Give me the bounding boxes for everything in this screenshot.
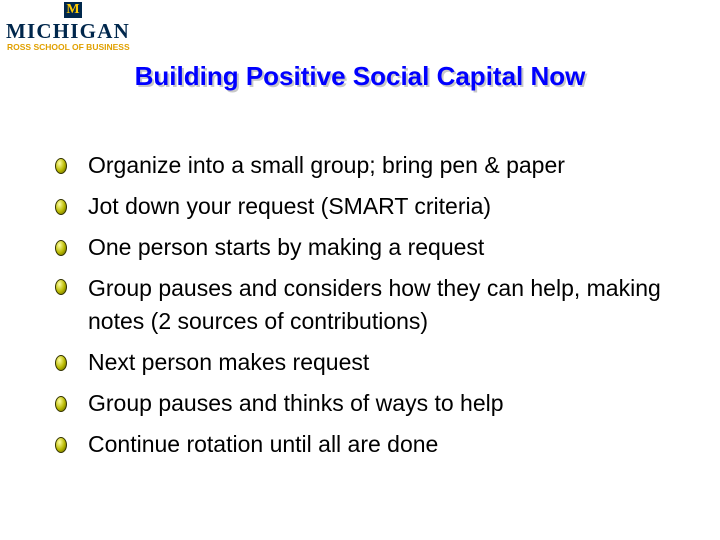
logo-subtitle: ROSS SCHOOL OF BUSINESS — [7, 42, 130, 52]
bullet-dot-icon — [55, 396, 67, 412]
slide-title: Building Positive Social Capital Now — [134, 61, 586, 91]
block-m-icon — [64, 2, 82, 18]
bullet-text: Organize into a small group; bring pen & paper — [88, 152, 565, 178]
bullet-item — [55, 145, 695, 186]
bullet-item — [55, 227, 695, 268]
bullet-dot-icon — [55, 279, 67, 295]
bullet-list — [55, 145, 695, 465]
bullet-dot-icon — [55, 437, 67, 453]
bullet-item — [55, 186, 695, 227]
bullet-dot-icon — [55, 240, 67, 256]
bullet-dot-icon — [55, 355, 67, 371]
bullet-item — [55, 383, 695, 424]
bullet-dot-icon — [55, 158, 67, 174]
bullet-item — [55, 424, 695, 465]
bullet-text: Next person makes request — [88, 349, 370, 375]
bullet-text: Continue rotation until all are done — [88, 431, 439, 457]
bullet-item — [55, 342, 695, 383]
bullet-text: Group pauses and considers how they can help, making notes (2 sources of contributions) — [88, 275, 661, 334]
bullet-text: Group pauses and thinks of ways to help — [88, 390, 504, 416]
logo-wordmark: MICHIGAN — [6, 19, 130, 43]
logo-mark-letter: M — [66, 2, 80, 17]
michigan-ross-logo — [6, 2, 136, 52]
bullet-item — [55, 268, 695, 342]
bullet-text: Jot down your request (SMART criteria) — [88, 193, 492, 219]
bullet-text: One person starts by making a request — [88, 234, 485, 260]
bullet-dot-icon — [55, 199, 67, 215]
